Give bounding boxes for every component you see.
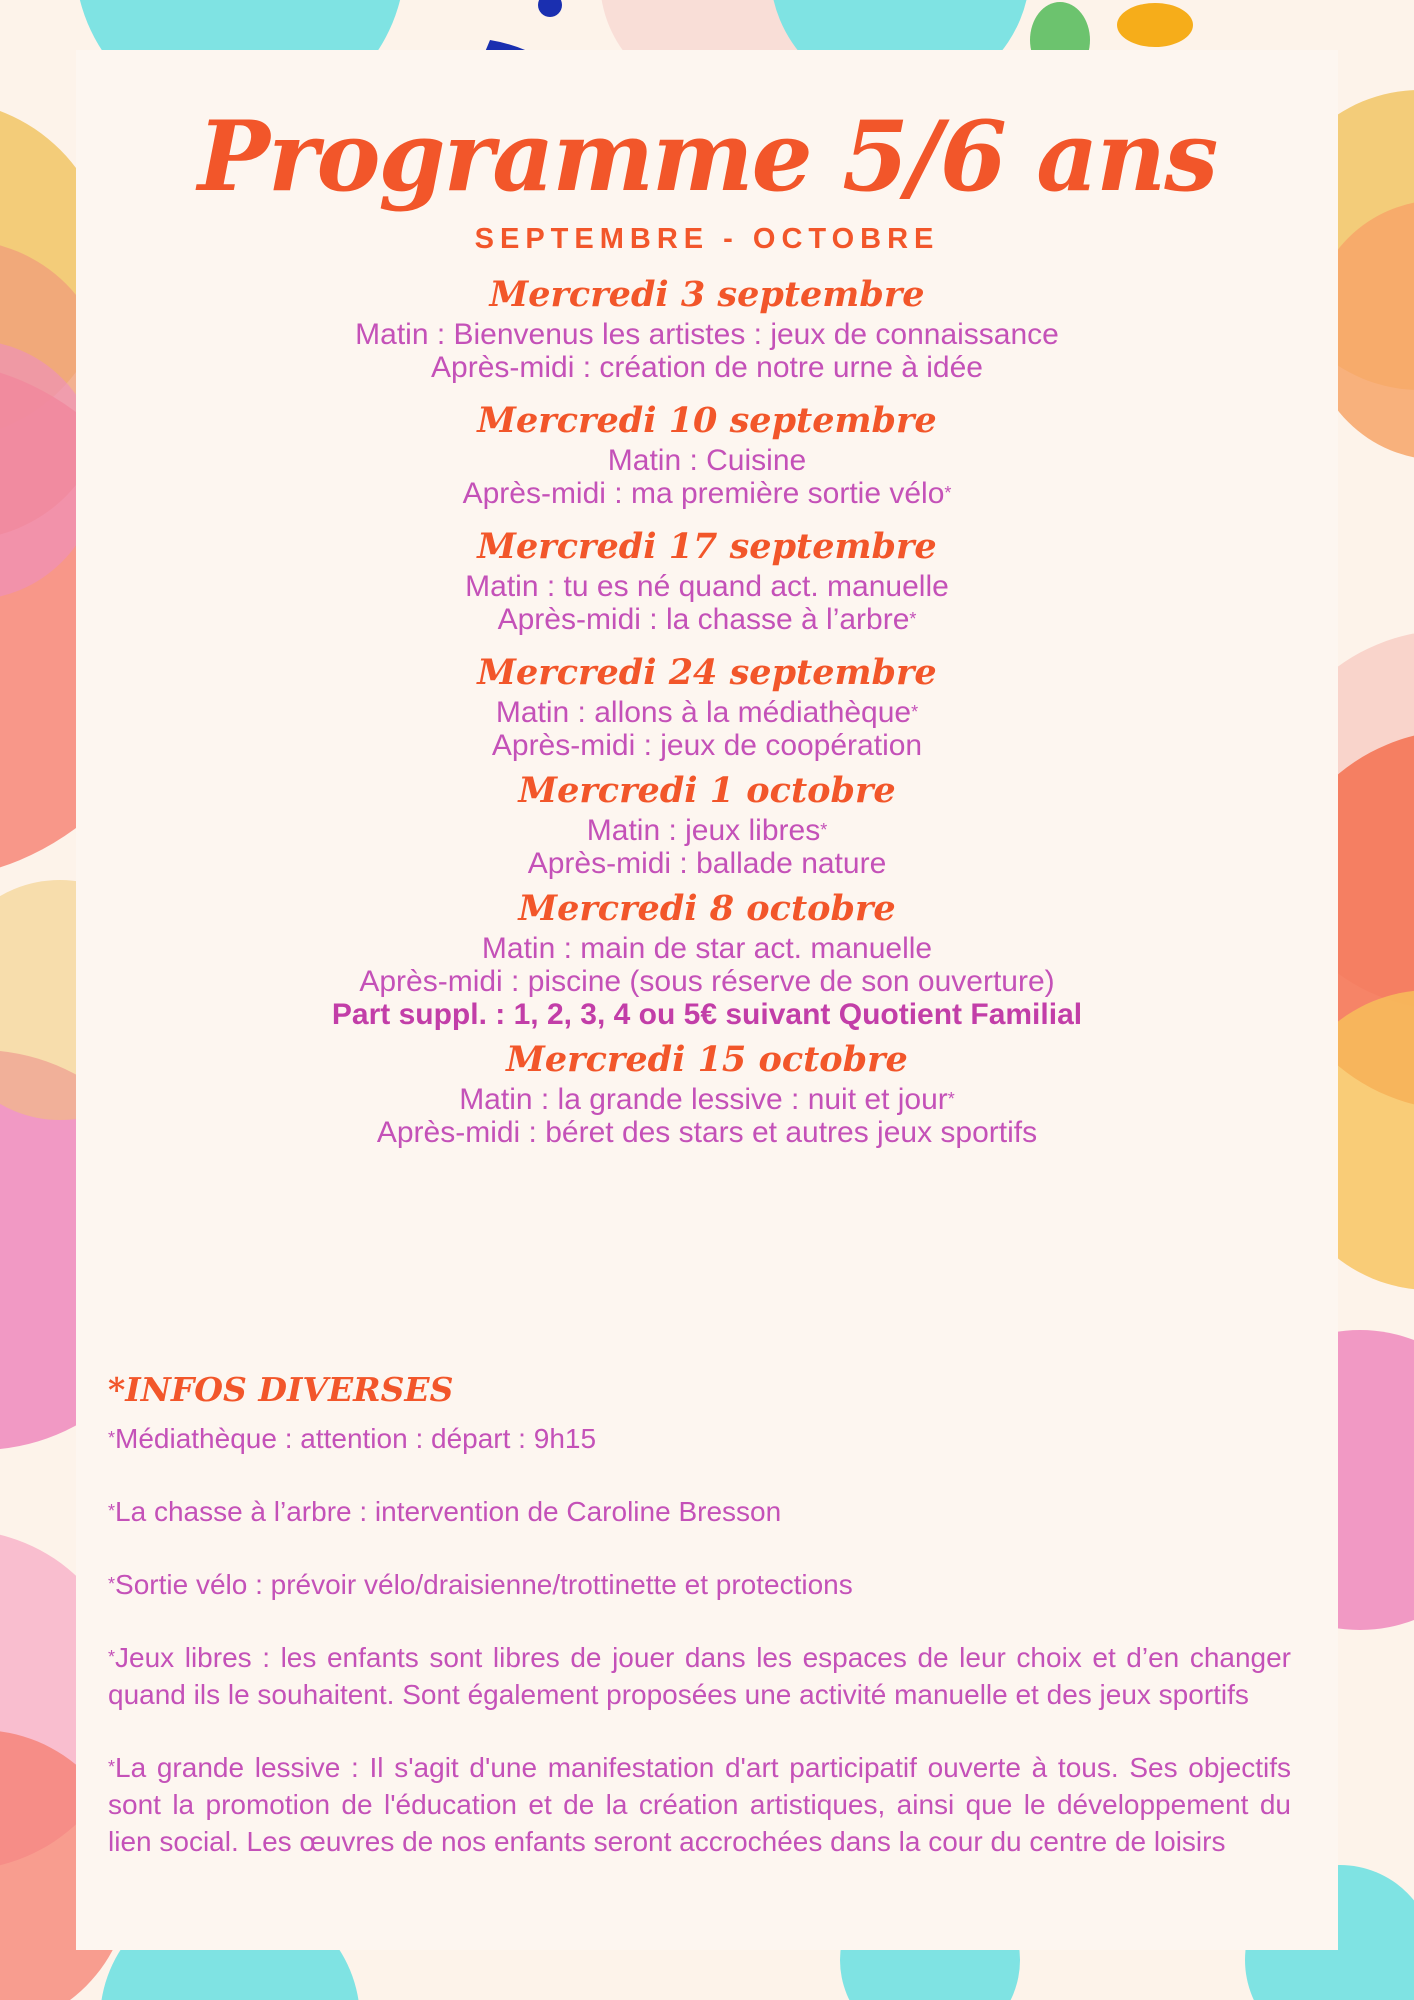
footnote-mark: * (944, 483, 952, 503)
page-subtitle: SEPTEMBRE - OCTOBRE (474, 223, 940, 255)
day-morning: Matin : la grande lessive : nuit et jour* (459, 1083, 955, 1116)
day-afternoon: Après-midi : création de notre urne à idée (431, 351, 983, 384)
info-note: *Sortie vélo : prévoir vélo/draisienne/trottinette et protections (108, 1569, 853, 1600)
programme-content (76, 50, 1338, 1149)
info-note: *La chasse à l’arbre : intervention de Caroline Bresson (108, 1496, 782, 1527)
day-date: Mercredi 10 septembre (477, 400, 937, 441)
day-date: Mercredi 15 octobre (506, 1039, 908, 1080)
footnote-mark: * (911, 702, 919, 722)
page-title: Programme 5/6 ans (197, 100, 1217, 213)
day-block (76, 650, 1338, 762)
day-block (76, 398, 1338, 510)
day-morning: Matin : Bienvenus les artistes : jeux de connaissance (355, 318, 1059, 351)
footnote-mark: * (820, 820, 828, 840)
day-block (76, 1037, 1338, 1149)
day-morning: Matin : tu es né quand act. manuelle (465, 570, 949, 603)
footnote-mark: * (947, 1089, 955, 1109)
day-block (76, 272, 1338, 384)
day-block (76, 524, 1338, 636)
day-afternoon: Après-midi : piscine (sous réserve de son ouverture) (359, 965, 1055, 998)
infos-section (108, 1368, 1291, 1896)
day-morning: Matin : main de star act. manuelle (481, 932, 933, 965)
day-morning: Matin : jeux libres* (586, 814, 828, 847)
day-date: Mercredi 24 septembre (477, 652, 937, 693)
day-afternoon: Après-midi : ballade nature (527, 847, 887, 880)
day-morning: Matin : Cuisine (607, 444, 807, 477)
day-date: Mercredi 3 septembre (489, 274, 925, 315)
day-block (76, 886, 1338, 1031)
info-note: *Jeux libres : les enfants sont libres de jouer dans les espaces de leur choix et d’en changer quand ils le souhaitent. Sont également proposées une activité manuelle et des jeux sportifs (108, 1642, 1291, 1710)
day-afternoon: Après-midi : la chasse à l’arbre* (497, 603, 917, 636)
day-date: Mercredi 1 octobre (518, 770, 896, 811)
day-afternoon: Après-midi : béret des stars et autres jeux sportifs (376, 1116, 1038, 1149)
infos-heading: *INFOS DIVERSES (108, 1370, 454, 1409)
day-date: Mercredi 8 octobre (518, 888, 896, 929)
day-morning: Matin : allons à la médiathèque* (495, 696, 919, 729)
day-block (76, 768, 1338, 880)
footnote-mark: * (909, 609, 917, 629)
info-note: *Médiathèque : attention : départ : 9h15 (108, 1423, 597, 1454)
day-afternoon: Après-midi : jeux de coopération (491, 729, 923, 762)
day-extra-fee: Part suppl. : 1, 2, 3, 4 ou 5€ suivant Quotient Familial (331, 998, 1083, 1031)
info-note: *La grande lessive : Il s'agit d'une manifestation d'art participatif ouverte à tous. Ses objectifs sont la promotion de l'éducation et de la création artistiques, ainsi que le développement du lien social. Les œuvres de nos enfants seront accrochées dans la cour du centre de loisirs (108, 1752, 1291, 1857)
day-date: Mercredi 17 septembre (477, 526, 937, 567)
day-afternoon: Après-midi : ma première sortie vélo* (462, 477, 952, 510)
